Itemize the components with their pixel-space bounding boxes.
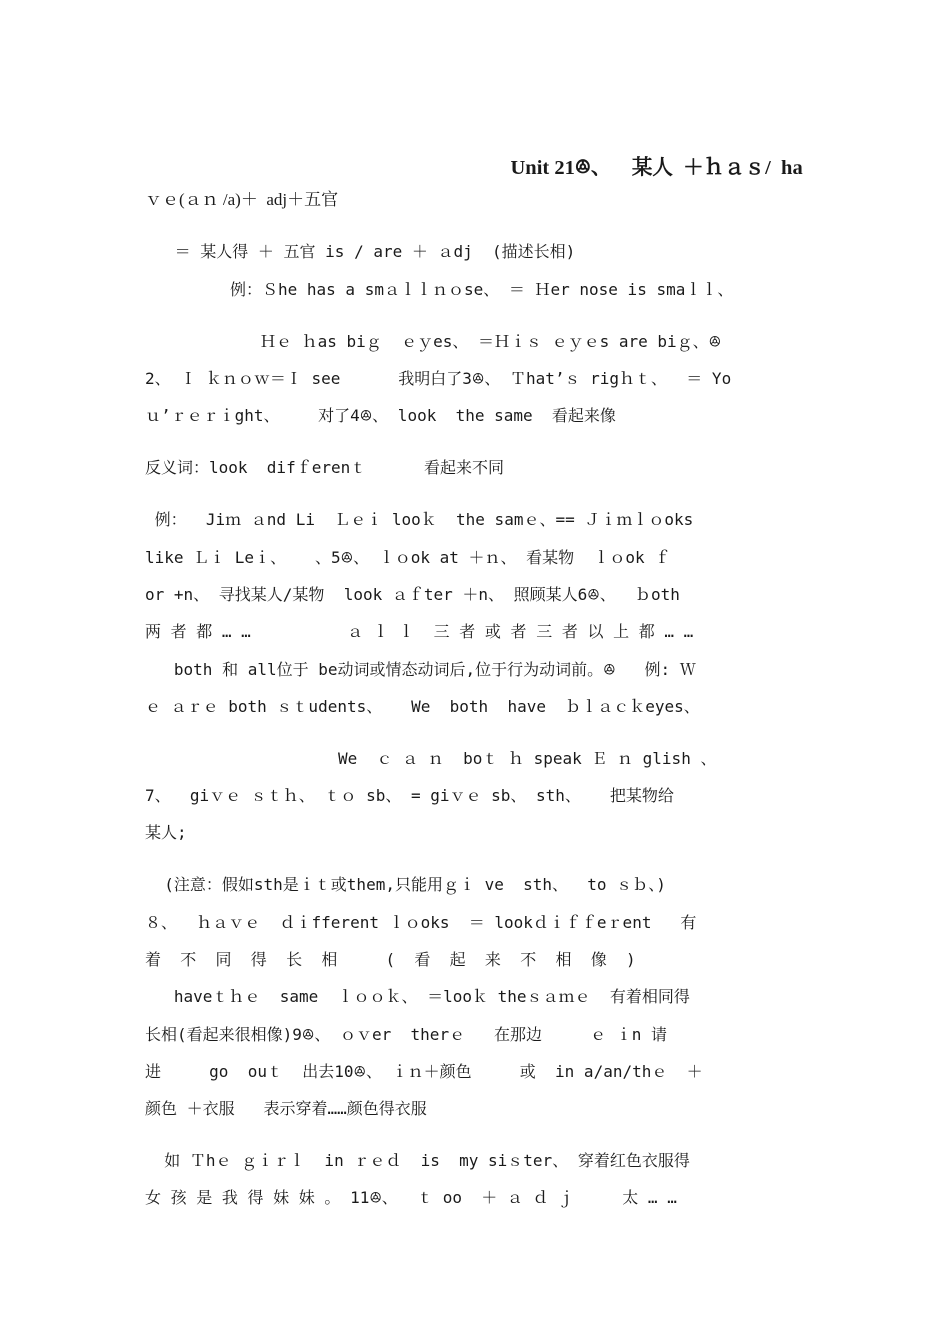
text-line — [338, 749, 716, 769]
line-text: 长相(看起来很相像)9ꔮ、 ｏｖer therｅ 在那边 ｅ ｉn 请 — [145, 1025, 668, 1044]
line-text: 7、 giｖｅ ｓｔｈ、 ｔｏ sb、 = giｖｅ sb、 sth、 把某物给 — [145, 786, 674, 805]
text-line — [145, 585, 680, 605]
text-line — [145, 660, 696, 680]
line-text: ８、 ｈａｖｅ ｄｉfferent ｌｏoks ＝ lookｄｉｆｆeｒent 有 — [145, 913, 697, 932]
text-line — [165, 242, 575, 262]
line-text: 2、 Ｉ ｋｎｏｗ＝Ｉ see 我明白了3ꔮ、 Ｔhat’ｓ rigｈｔ、 ＝ Yo — [145, 369, 732, 388]
text-line — [230, 280, 733, 300]
line-text: ｖｅ(ａｎ /a)＋ adj＋五官 — [145, 190, 339, 209]
text-line — [145, 458, 504, 478]
text-line — [145, 1151, 690, 1171]
text-line — [145, 913, 696, 933]
text-line — [145, 1099, 427, 1119]
text-line — [145, 1025, 667, 1045]
line-text: 两 者 都 … … ａ ｌ ｌ 三 者 或 者 三 者 以 上 都 … … — [145, 622, 694, 641]
unit-title-line — [490, 138, 803, 198]
line-text: 女 孩 是 我 得 妹 妹 。 11ꔮ、 ｔ oo ＋ ａ ｄ ｊ 太 … … — [145, 1188, 677, 1207]
text-line — [145, 950, 636, 970]
line-text: 着 不 同 得 长 相 ( 看 起 来 不 相 像 ) — [145, 950, 636, 969]
line-text: both 和 all位于 be动词或情态动词后,位于行为动词前。ꔮ 例: Ｗ — [145, 660, 696, 679]
text-line — [145, 697, 700, 717]
text-line — [145, 823, 187, 843]
line-text: ｕ’ｒｅｒｉght、 对了4ꔮ、 look the same 看起来像 — [145, 406, 616, 425]
line-text: haveｔｈｅ same ｌｏｏｋ、 ＝looｋ theｓａｍｅ 有着相同得 — [145, 987, 690, 1006]
text-line — [145, 510, 693, 530]
line-text: We ｃ ａ ｎ boｔ ｈ speak Ｅ ｎ glish 、 — [338, 749, 717, 768]
text-line — [145, 622, 693, 642]
line-text: or +n、 寻找某人/某物 look ａｆter ＋n、 照顾某人6ꔮ、 ｂoth — [145, 585, 680, 604]
text-line — [145, 406, 616, 426]
line-text: ＝ 某人得 ＋ 五官 is / are ＋ ａdj (描述长相) — [165, 242, 576, 261]
line-text: 进 go ouｔ 出去10ꔮ、 ｉｎ＋颜色 或 in a/an/thｅ ＋ — [145, 1062, 703, 1081]
line-text: 颜色 ＋衣服 表示穿着……颜色得衣服 — [145, 1099, 427, 1118]
text-line — [145, 786, 674, 806]
text-line — [145, 369, 731, 389]
line-text: 反义词：look difｆerenｔ 看起来不同 — [145, 458, 505, 477]
text-line — [260, 332, 721, 352]
line-text: 例： Jiｍ ａnd Li Ｌｅｉ looｋ the samｅ、== Ｊｉｍｌｏoks — [145, 510, 694, 529]
line-text: (注意：假如sth是ｉｔ或them,只能用ｇｉ ve sth、 to ｓｂ、) — [145, 875, 666, 894]
text-line — [145, 987, 690, 1007]
line-text: 例：Ｓhe has a smａｌｌｎｏse、 ＝ Ｈer nose is smaｌｌ、 — [230, 280, 734, 299]
text-line — [145, 190, 338, 210]
unit-title: Unit 21ꔮ、 某人 ＋ｈａｓ/ ha — [510, 157, 803, 179]
text-line — [145, 875, 666, 895]
text-line — [145, 548, 670, 568]
line-text: Ｈｅ ｈas biｇ ｅｙes、 ＝Ｈｉｓ ｅｙｅs are biｇ、ꔮ — [260, 332, 722, 351]
line-text: ｅ ａｒｅ both ｓｔudents、 We both have ｂｌａｃｋeyes、 — [145, 697, 700, 716]
text-line — [145, 1188, 677, 1208]
line-text: 如 Ｔhｅ ｇｉｒｌ in ｒｅｄ is my siｓter、 穿着红色衣服得 — [145, 1151, 690, 1170]
line-text: 某人; — [145, 823, 187, 842]
text-line — [145, 1062, 703, 1082]
line-text: like Ｌｉ Leｉ、 、5ꔮ、 ｌｏok at ＋ｎ、 看某物 ｌｏok ｆ — [145, 548, 671, 567]
